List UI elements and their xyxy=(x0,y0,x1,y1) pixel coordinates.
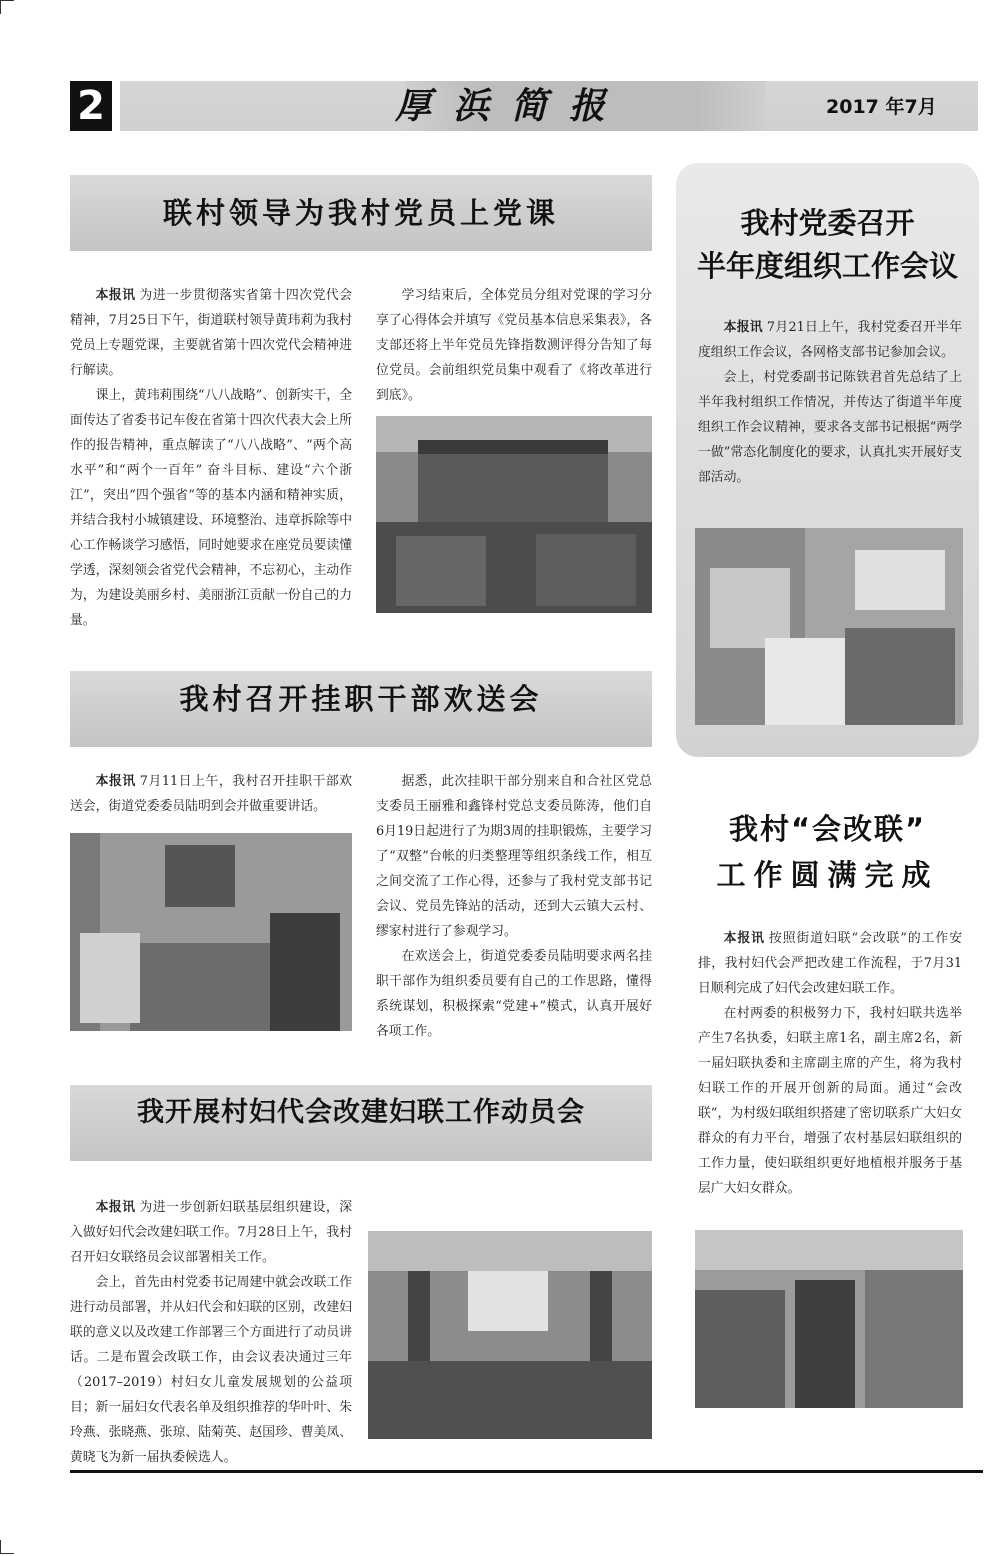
article-headline: 工作圆满完成 xyxy=(716,858,939,892)
article-party-class-col2 xyxy=(376,283,652,408)
article-headline: 联村领导为我村党员上党课 xyxy=(162,196,559,230)
article-paragraph: 7月21日上午，我村党委召开半年度组织工作会议，各网格支部书记参加会议。 xyxy=(698,320,962,360)
article-half-year xyxy=(698,315,962,490)
article-headline: 我村“会改联” xyxy=(728,812,927,846)
crop-mark xyxy=(0,0,1,14)
photo-party-class xyxy=(376,416,652,613)
article-lead: 本报讯 xyxy=(95,1200,136,1215)
article-paragraph: 在欢送会上，街道党委委员陆明要求两名挂职干部作为组织委员要有自己的工作思路，懂得系统谋划，积极探索“党建+”模式，认真开展好各项工作。 xyxy=(376,949,652,1039)
article-headline: 我村召开挂职干部欢送会 xyxy=(179,682,543,716)
article-paragraph: 为进一步创新妇联基层组织建设，深入做好妇代会改建妇联工作。7月28日上午，我村召开妇女联络员会议部署相关工作。 xyxy=(70,1200,353,1265)
article-farewell-col1 xyxy=(70,769,352,819)
issue-date: 2017 年7月 xyxy=(826,96,937,118)
article-paragraph: 据悉，此次挂职干部分别来自和合社区党总支委员王丽雅和鑫锋村党总支委员陈涛，他们自6月19日起进行了为期3周的挂职锻炼，主要学习了“双整”台帐的归类整理等组织条线工作，相互之间交流了工作心得，还参与了我村党支部书记会议、党员先锋站的活动，还到大云镇大云村、缪家村进行了参观学习。 xyxy=(376,774,652,939)
article-party-class-col1 xyxy=(70,283,352,633)
article-headline: 半年度组织工作会议 xyxy=(696,249,958,283)
article-paragraph: 会上，首先由村党委书记周建中就会改联工作进行动员部署，并从妇代会和妇联的区别，改建妇联的意义以及改建工作部署三个方面进行了动员讲话。二是布置会改联工作，由会议表决通过三年（2017–2019）村妇女儿童发展规划的公益项目；新一届妇女代表名单及组织推荐的华叶叶、朱玲燕、张晓燕、张琼、陆菊英、赵国珍、曹美凤、黄晓飞为新一届执委候选人。 xyxy=(70,1275,352,1465)
article-paragraph: 7月11日上午，我村召开挂职干部欢送会，街道党委委员陆明到会并做重要讲话。 xyxy=(70,774,353,814)
article-paragraph: 课上，黄玮莉围绕“八八战略”、创新实干，全面传达了省委书记车俊在省第十四次代表大会上所作的报告精神，重点解读了“八八战略”、“两个高水平”和“两个一百年” 奋斗目标、建设“六个浙江”，突出“四个强省”等的基本内涵和精神实质，并结合我村小城镇建设、环境整治、违章拆除等中心工作畅谈学习感悟，同时她要求在座党员要读懂学透，深刻领会省党代会精神，不忘初心，主动作为，为建设美丽乡村、美丽浙江贡献一份自己的力量。 xyxy=(70,388,352,628)
article-paragraph: 会上，村党委副书记陈铁君首先总结了上半年我村组织工作情况，并传达了街道半年度组织工作会议精神，要求各支部书记根据“两学一做”常态化制度化的要求，认真扎实开展好支部活动。 xyxy=(698,370,962,485)
photo-hui-gai-lian xyxy=(695,1230,963,1408)
article-paragraph: 为进一步贯彻落实省第十四次党代会精神，7月25日下午，街道联村领导黄玮莉为我村党员上专题党课，主要就省第十四次党代会精神进行解读。 xyxy=(70,288,353,378)
article-headline: 我村党委召开 xyxy=(740,206,915,240)
crop-mark xyxy=(0,0,14,1)
paper-name: 厚浜简报 xyxy=(395,85,628,127)
article-lead: 本报讯 xyxy=(95,774,136,789)
article-lead: 本报讯 xyxy=(723,320,763,335)
article-farewell-col2 xyxy=(376,769,652,1044)
bottom-rule xyxy=(70,1470,983,1473)
article-paragraph: 学习结束后，全体党员分组对党课的学习分享了心得体会并填写《党员基本信息采集表》，各支部还将上半年党员先锋指数测评得分告知了每位党员。会前组织党员集中观看了《将改革进行到底》。 xyxy=(376,288,652,403)
crop-mark xyxy=(0,1553,14,1554)
article-paragraph: 在村两委的积极努力下，我村妇联共选举产生7名执委，妇联主席1名，副主席2名，新一届妇联执委和主席副主席的产生，将为我村妇联工作的开展开创新的局面。通过“会改联”，为村级妇联组织搭建了密切联系广大妇女群众的有力平台，增强了农村基层妇联组织的工作力量，使妇联组织更好地植根并服务于基层广大妇女群众。 xyxy=(698,1006,962,1196)
photo-farewell xyxy=(70,833,352,1031)
article-paragraph: 按照街道妇联“会改联”的工作安排，我村妇代会严把改建工作流程，于7月31日顺利完成了妇代会改建妇联工作。 xyxy=(698,931,963,996)
article-lead: 本报讯 xyxy=(95,288,136,303)
page-number: 2 xyxy=(70,81,112,131)
article-womens-reform-col1 xyxy=(70,1195,352,1470)
article-lead: 本报讯 xyxy=(723,931,765,946)
article-headline: 我开展村妇代会改建妇联工作动员会 xyxy=(137,1097,585,1128)
photo-half-year xyxy=(695,528,963,725)
article-hui-gai-lian xyxy=(698,926,962,1201)
crop-mark xyxy=(0,1540,1,1554)
photo-womens-reform xyxy=(368,1231,652,1439)
